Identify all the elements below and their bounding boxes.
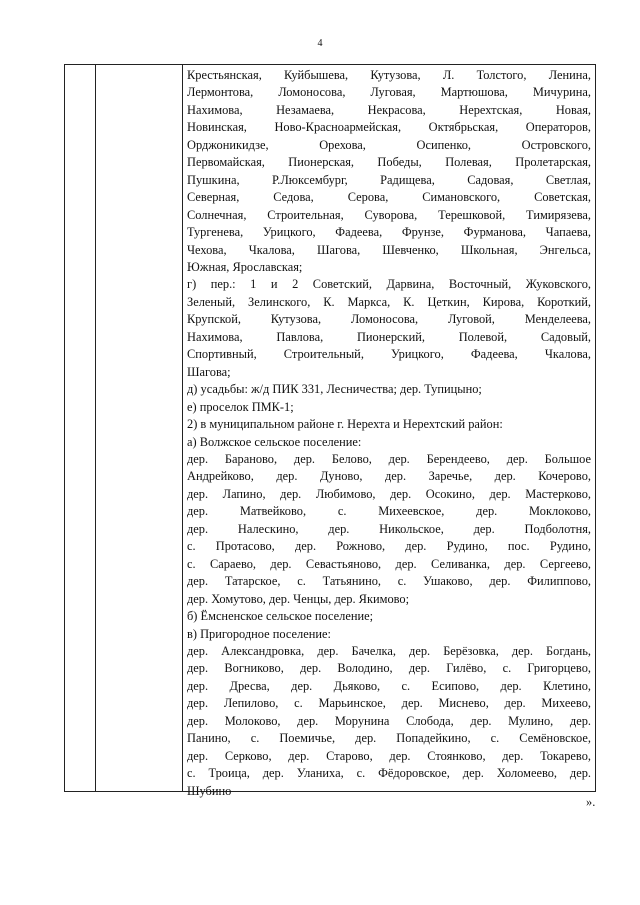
text-line: Андрейково, дер. Дуново, дер. Заречье, дер. Кочерово, (187, 469, 591, 484)
document-table (64, 64, 596, 798)
text-line: с. Троица, дер. Уланиха, с. Фёдоровское, дер. Холомеево, дер. (187, 766, 591, 781)
text-line: Крестьянская, Куйбышева, Кутузова, Л. Толстого, Ленина, (187, 68, 591, 82)
text-line: г) пер.: 1 и 2 Советский, Дарвина, Восточный, Жуковского, (187, 277, 591, 292)
text-line: Чехова, Чкалова, Шагова, Шевченко, Школьная, Энгельса, (187, 242, 591, 257)
text-line: Северная, Седова, Серова, Симановского, Советская, (187, 190, 591, 205)
text-line: Спортивный, Строительный, Урицкого, Фадеева, Чкалова, (187, 347, 591, 362)
text-line: Новинская, Ново-Красноармейская, Октябрьская, Операторов, (187, 120, 591, 135)
text-line: дер. Лапино, дер. Любимово, дер. Осокино, дер. Мастерково, (187, 486, 591, 501)
text-line: е) проселок ПМК-1; (187, 399, 294, 414)
text-line: дер. Серково, дер. Старово, дер. Стоянково, дер. Токарево, (187, 748, 591, 763)
text-line: Шубино (187, 783, 232, 798)
text-line: дер. Матвейково, с. Михеевское, дер. Моклоково, (187, 504, 591, 519)
text-line: Шагова; (187, 364, 231, 379)
text-line: 2) в муниципальном районе г. Нерехта и Нерехтский район: (187, 417, 503, 432)
text-line: Солнечная, Строительная, Суворова, Терешковой, Тимирязева, (187, 207, 591, 222)
text-line: Пушкина, Р.Люксембург, Радищева, Садовая, Светлая, (187, 172, 591, 187)
table-cell-text (187, 67, 591, 800)
text-line: Панино, с. Поемичье, дер. Попадейкино, с. Семёновское, (187, 731, 591, 746)
text-line: дер. Налескино, дер. Никольское, дер. Подболотня, (187, 521, 591, 536)
text-line: в) Пригородное поселение: (187, 626, 331, 641)
text-line: Нахимова, Незамаева, Некрасова, Нерехтская, Новая, (187, 102, 591, 117)
text-line: Тургенева, Урицкого, Фадеева, Фрунзе, Фурманова, Чапаева, (187, 225, 591, 240)
text-line: б) Ёмсненское сельское поселение; (187, 609, 374, 624)
text-line: дер. Александровка, дер. Бачелка, дер. Берёзовка, дер. Богдань, (187, 643, 591, 658)
text-line: Зеленый, Зелинского, К. Маркса, К. Цеткин, Кирова, Короткий, (187, 294, 591, 309)
text-line: дер. Лепилово, с. Марьинское, дер. Миснево, дер. Михеево, (187, 696, 591, 711)
column-divider-2 (182, 65, 183, 791)
text-line: Первомайская, Пионерская, Победы, Полевая, Пролетарская, (187, 155, 591, 170)
closing-quote-mark: ». (586, 795, 596, 809)
text-line: Лермонтова, Ломоносова, Луговая, Мартюшова, Мичурина, (187, 85, 591, 100)
text-line: с. Сараево, дер. Севастьяново, дер. Селиванка, дер. Сергеево, (187, 556, 591, 571)
column-divider-1 (95, 65, 96, 791)
text-line: д) усадьбы: ж/д ПИК 331, Лесничества; дер. Тупицыно; (187, 382, 482, 397)
text-line: дер. Бараново, дер. Белово, дер. Берендеево, дер. Большое (187, 451, 591, 466)
text-line: дер. Хомутово, дер. Ченцы, дер. Якимово; (187, 591, 410, 606)
page-number: 4 (317, 38, 323, 49)
text-line: дер. Татарское, с. Татьянино, с. Ушаково, дер. Филиппово, (187, 574, 591, 589)
text-line: дер. Вогниково, дер. Володино, дер. Гилёво, с. Григорцево, (187, 661, 591, 676)
text-line: с. Протасово, дер. Рожново, дер. Рудино, пос. Рудино, (187, 539, 591, 554)
text-line: а) Волжское сельское поселение: (187, 434, 362, 449)
text-line: Крупской, Кутузова, Ломоносова, Луговой, Менделеева, (187, 312, 591, 327)
text-line: Орджоникидзе, Орехова, Осипенко, Островского, (187, 137, 591, 152)
text-line: дер. Молоково, дер. Морунина Слобода, дер. Мулино, дер. (187, 713, 591, 728)
text-line: Южная, Ярославская; (187, 259, 303, 274)
text-line: Нахимова, Павлова, Пионерский, Полевой, Садовый, (187, 329, 591, 344)
text-line: дер. Дресва, дер. Дьяково, с. Есипово, дер. Клетино, (187, 678, 591, 693)
